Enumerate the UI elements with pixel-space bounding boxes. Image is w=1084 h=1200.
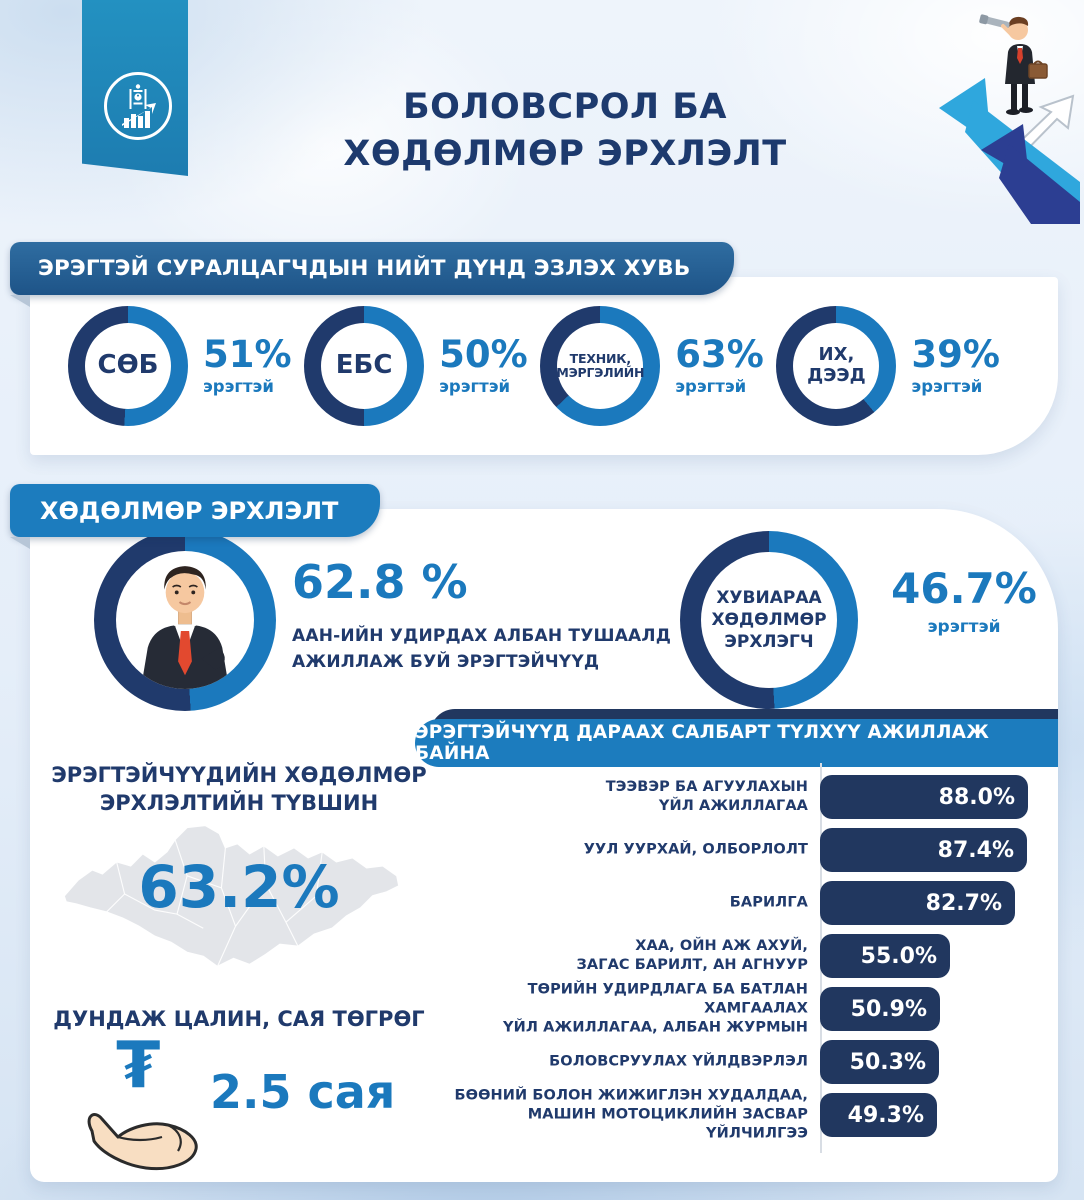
donut-chart-technical — [540, 306, 660, 426]
bar-row-manufacturing — [30, 1039, 1058, 1085]
nso-logo — [104, 72, 172, 140]
bar-fill: 50.3% — [820, 1040, 939, 1084]
bar-row-transport — [30, 774, 1058, 820]
businessman-telescope-arrows-icon — [925, 6, 1080, 224]
bar-label: УУЛ УУРХАЙ, ОЛБОРЛОЛТ — [583, 841, 808, 858]
bar-label: ХАА, ОЙН АЖ АХУЙ, ЗАГАС БАРИЛТ, АН АГНУУР — [576, 937, 808, 973]
sectors-chart-banner: ЭРЭГТЭЙЧҮҮД ДАРААХ САЛБАРТ ТҮЛХҮҮ АЖИЛЛАЖ БАЙНА — [415, 719, 1058, 767]
banner-fold — [10, 537, 30, 549]
donut-percent-university: 39% эрэгтэй — [911, 333, 1000, 396]
managers-description: ААН-ИЙН УДИРДАХ АЛБАН ТУШААЛД АЖИЛЛАЖ БУЙ ЭРЭГТЭЙЧҮҮД — [292, 626, 672, 673]
bar-row-trade — [30, 1087, 1058, 1142]
donut-percent-ebs: 50% эрэгтэй — [439, 333, 528, 396]
bar-fill: 49.3% — [820, 1093, 937, 1137]
bar-row-public-admin — [30, 981, 1058, 1036]
bar-label: ТӨРИЙН УДИРДЛАГА БА БАТЛАН ХАМГААЛАХ ҮЙЛ АЖИЛЛАГАА, АЛБАН ЖУРМЫН — [503, 981, 808, 1036]
page-title-line1: БОЛОВСРОЛ БА — [402, 87, 728, 127]
page-title — [320, 84, 810, 178]
bar-fill: 82.7% — [820, 881, 1015, 925]
managers-donut-chart — [94, 529, 276, 711]
donut-label-ebs: ЕБС — [321, 323, 407, 409]
statistics-office-emblem-icon — [112, 80, 164, 132]
donut-label-technical: ТЕХНИК, МЭРГЭЛИЙН — [557, 323, 643, 409]
managers-value: 62.8 % — [292, 555, 468, 609]
employment-level-value: 63.2% — [138, 853, 340, 921]
bar-label: ТЭЭВЭР БА АГУУЛАХЫН ҮЙЛ АЖИЛЛАГАА — [605, 778, 808, 814]
self-employed-donut-chart — [680, 531, 858, 709]
students-card — [30, 277, 1058, 455]
students-section-banner-label: ЭРЭГТЭЙ СУРАЛЦАГЧДЫН НИЙТ ДҮНД ЭЗЛЭХ ХУВЬ — [38, 256, 691, 281]
salary-title: ДУНДАЖ ЦАЛИН, САЯ ТӨГРӨГ — [53, 1007, 425, 1031]
businessman-icon — [116, 551, 254, 689]
donut-item-university — [776, 306, 1000, 426]
self-employed-label: ХУВИАРАА ХӨДӨЛМӨР ЭРХЛЭГЧ — [701, 552, 837, 688]
bar-label: БӨӨНИЙ БОЛОН ЖИЖИГЛЭН ХУДАЛДАА, МАШИН МОТОЦИКЛИЙН ЗАСВАР ҮЙЛЧИЛГЭЭ — [454, 1087, 808, 1142]
donut-percent-sob: 51% эрэгтэй — [203, 333, 292, 396]
bar-fill: 88.0% — [820, 775, 1028, 819]
bar-row-agriculture — [30, 933, 1058, 979]
page-title-line2: ХӨДӨЛМӨР ЭРХЛЭЛТ — [343, 133, 787, 174]
donut-chart-ebs — [304, 306, 424, 426]
self-employed-sublabel: эрэгтэй — [927, 617, 1001, 638]
employment-level-title: ЭРЭГТЭЙЧҮҮДИЙН ХӨДӨЛМӨР ЭРХЛЭЛТИЙН ТҮВШИН — [51, 763, 427, 816]
tugrik-currency-icon: ₮ — [116, 1029, 161, 1103]
donut-label-sob: СӨБ — [85, 323, 171, 409]
bar-label: БАРИЛГА — [729, 894, 808, 911]
bar-fill: 55.0% — [820, 934, 950, 978]
donut-chart-sob — [68, 306, 188, 426]
donut-item-technical — [540, 306, 764, 426]
self-employed-value: 46.7% — [891, 564, 1037, 613]
self-employed-stat — [864, 564, 1064, 638]
managers-stat — [292, 555, 722, 676]
donut-label-university: ИХ, ДЭЭД — [793, 323, 879, 409]
donut-percent-technical: 63% эрэгтэй — [675, 333, 764, 396]
donut-item-sob — [68, 306, 292, 426]
bar-label: БОЛОВСРУУЛАХ ҮЙЛДВЭРЛЭЛ — [549, 1053, 808, 1070]
employment-section-banner — [10, 484, 380, 537]
banner-fold — [10, 295, 30, 307]
hero-illustration — [925, 6, 1080, 224]
bar-fill: 87.4% — [820, 828, 1027, 872]
donut-chart-university — [776, 306, 896, 426]
employment-card — [30, 509, 1058, 1182]
bar-fill: 50.9% — [820, 987, 940, 1031]
businessman-avatar — [116, 551, 254, 689]
salary-value: 2.5 сая — [210, 1065, 396, 1119]
students-section-banner — [10, 242, 734, 295]
employment-section-banner-label: ХӨДӨЛМӨР ЭРХЛЭЛТ — [40, 496, 339, 525]
donut-item-ebs — [304, 306, 528, 426]
